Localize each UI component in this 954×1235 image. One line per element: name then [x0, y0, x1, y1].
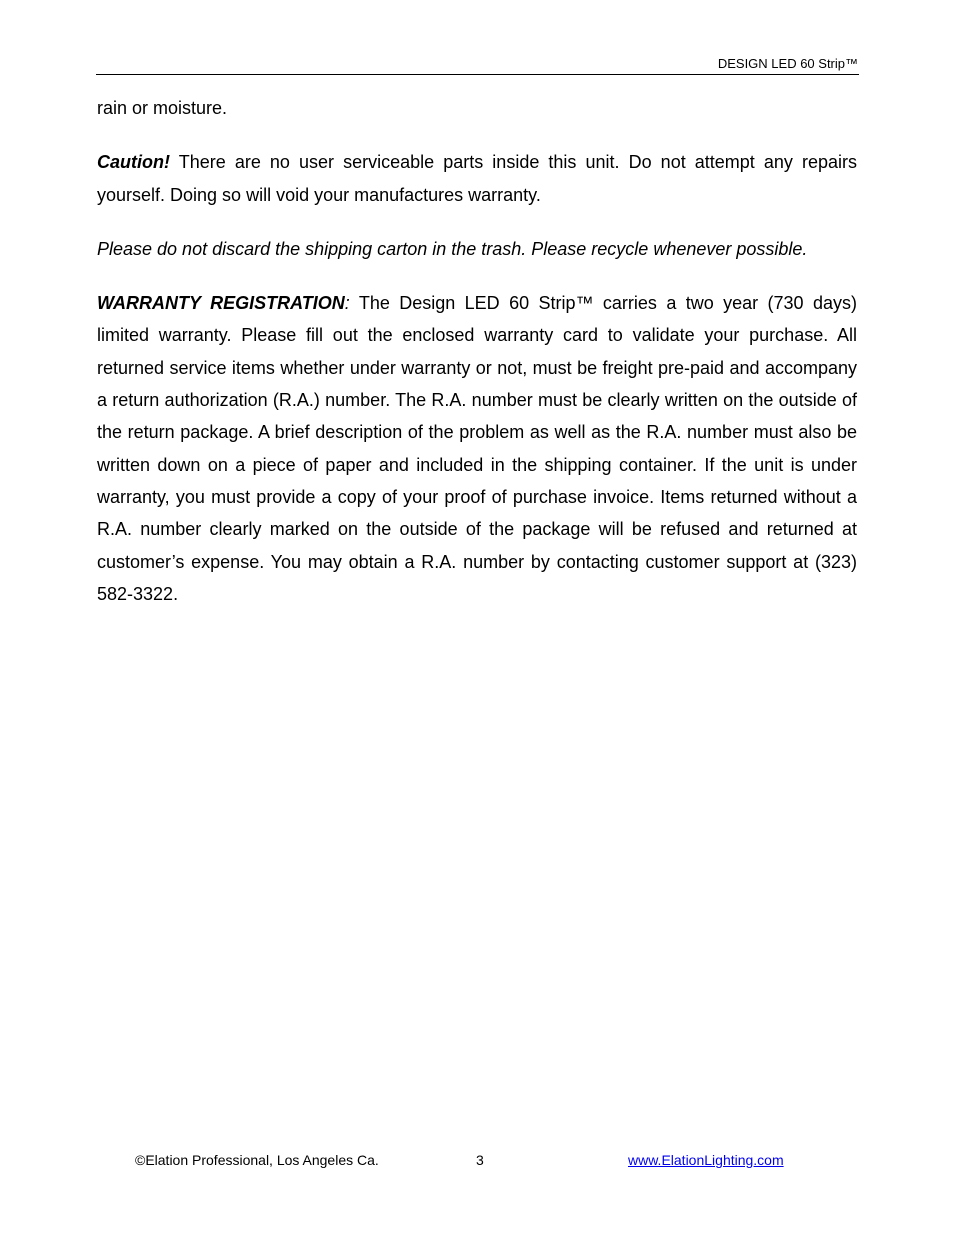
- recycle-paragraph: Please do not discard the shipping carton in the trash. Please recycle whenever possible.: [97, 238, 808, 259]
- footer-website-link[interactable]: www.ElationLighting.com: [628, 1152, 784, 1168]
- footer-page-number: 3: [476, 1152, 484, 1168]
- document-body: [97, 92, 857, 632]
- page-header-title: DESIGN LED 60 Strip™: [717, 56, 858, 71]
- warranty-colon: :: [344, 293, 350, 314]
- paragraph-continuation: rain or moisture.: [97, 98, 228, 118]
- footer-copyright: ©Elation Professional, Los Angeles Ca.: [135, 1152, 379, 1168]
- warranty-text: The Design LED 60 Strip™ carries a two year (730 days) limited warranty. Please fill out the enclosed warranty card to validate your purchase. All returned service items whether under warranty or not, must be freight pre-paid and accompany a return authorization (R.A.) number. The R.A. number must be clearly written on the outside of the return package. A brief description of the problem as well as the R.A. number must also be written down on a piece of paper and included in the shipping container. If the unit is under warranty, you must provide a copy of your proof of purchase invoice. Items returned without a R.A. number clearly marked on the outside of the package will be refused and returned at customer’s expense. You may obtain a R.A. number by contacting customer support at (323) 582-3322.: [97, 293, 857, 604]
- warranty-label: WARRANTY REGISTRATION: [97, 293, 345, 314]
- caution-text: There are no user serviceable parts inside this unit. Do not attempt any repairs yourself. Doing so will void your manufactures warranty.: [97, 152, 857, 205]
- warranty-paragraph: [97, 287, 857, 610]
- caution-paragraph: [97, 146, 857, 211]
- header-divider: [96, 74, 859, 75]
- caution-label: Caution!: [97, 152, 170, 173]
